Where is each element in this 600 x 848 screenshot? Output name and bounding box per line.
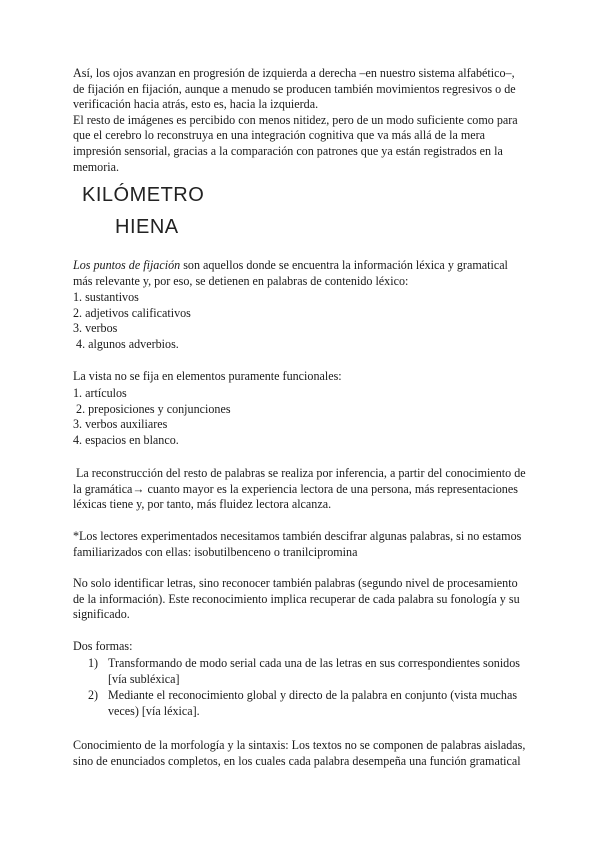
text-line: No solo identificar letras, sino reconocer también palabras (segundo nivel de procesamiento <box>73 576 518 590</box>
text-line: Dos formas: <box>73 639 133 653</box>
text-line: [vía subléxica] <box>108 671 180 686</box>
text-line: Mediante el reconocimiento global y directo de la palabra en conjunto (vista muchas <box>108 688 518 703</box>
text-line: léxicas tiene y, por tanto, más fluidez lectora alcanza. <box>73 497 332 512</box>
paragraph-word-recognition <box>73 576 533 623</box>
term-fixation-points: Los puntos de fijación <box>73 258 181 272</box>
list-item: 4. espacios en blanco. <box>73 432 179 447</box>
text-line: veces) [vía léxica]. <box>108 703 200 718</box>
content-word-list <box>73 290 191 352</box>
text-line: que el cerebro lo reconstruya en una integración cognitiva que va más allá de la mera <box>73 128 486 143</box>
text-line: memoria. <box>73 159 120 174</box>
text-line <box>73 258 533 274</box>
paragraph-fixation-progression <box>73 66 533 175</box>
list-item: 4. algunos adverbios. <box>73 336 179 351</box>
paragraph-two-ways <box>73 639 533 655</box>
paragraph-experienced-readers <box>73 529 533 560</box>
text-line: Conocimiento de la morfología y la sintaxis: Los textos no se componen de palabras aisladas, <box>73 738 526 752</box>
text-line: de fijación en fijación, aunque a menudo se producen también movimientos regresivos o de <box>73 81 516 96</box>
paragraph-reconstruction <box>73 466 533 513</box>
list-item <box>88 656 520 687</box>
text-line: significado. <box>73 607 130 622</box>
text-line: sino de enunciados completos, en los cuales cada palabra desempeña una función gramatical <box>73 753 521 768</box>
recognition-routes-list <box>88 656 520 719</box>
list-item: 1. artículos <box>73 386 127 400</box>
list-item: 2. preposiciones y conjunciones <box>73 401 231 416</box>
paragraph-functional-elements <box>73 369 533 385</box>
paragraph-morphology-syntax <box>73 738 533 769</box>
example-word-hiena: HIENA <box>115 216 179 238</box>
text-line: de la información). Este reconocimiento implica recuperar de cada palabra su fonología y su <box>73 591 520 606</box>
list-number: 1) <box>88 656 99 670</box>
list-item <box>88 688 520 719</box>
list-item: 3. verbos auxiliares <box>73 417 168 432</box>
paragraph-fixation-points <box>73 258 533 289</box>
text-line: verificación hacia atrás, esto es, hacia la izquierda. <box>73 97 319 112</box>
list-item: 1. sustantivos <box>73 290 139 304</box>
functional-element-list <box>73 386 231 448</box>
text-line: Transformando de modo serial cada una de las letras en sus correspondientes sonidos <box>108 656 520 670</box>
text-line: más relevante y, por eso, se detienen en palabras de contenido léxico: <box>73 273 409 288</box>
list-number: 2) <box>88 688 99 703</box>
list-item: 2. adjetivos calificativos <box>73 305 191 320</box>
text-line: El resto de imágenes es percibido con menos nitidez, pero de un modo suficiente como para <box>73 112 518 127</box>
example-word-kilometro: KILÓMETRO <box>82 184 205 206</box>
text-fragment: son aquellos donde se encuentra la información léxica y gramatical <box>180 258 508 272</box>
text-line: La reconstrucción del resto de palabras se realiza por inferencia, a partir del conocimiento de <box>73 466 526 480</box>
list-item: 3. verbos <box>73 321 118 336</box>
text-line: Así, los ojos avanzan en progresión de izquierda a derecha –en nuestro sistema alfabético–, <box>73 66 515 80</box>
text-line: la gramática→ cuanto mayor es la experiencia lectora de una persona, más representaciones <box>73 481 518 496</box>
text-line: familiarizados con ellas: isobutilbenceno o tranilcipromina <box>73 544 358 559</box>
text-line: *Los lectores experimentados necesitamos también descifrar algunas palabras, si no estamos <box>73 529 522 543</box>
text-line: impresión sensorial, gracias a la comparación con patrones que ya están registrados en la <box>73 143 503 158</box>
text-line: La vista no se fija en elementos puramente funcionales: <box>73 369 342 383</box>
